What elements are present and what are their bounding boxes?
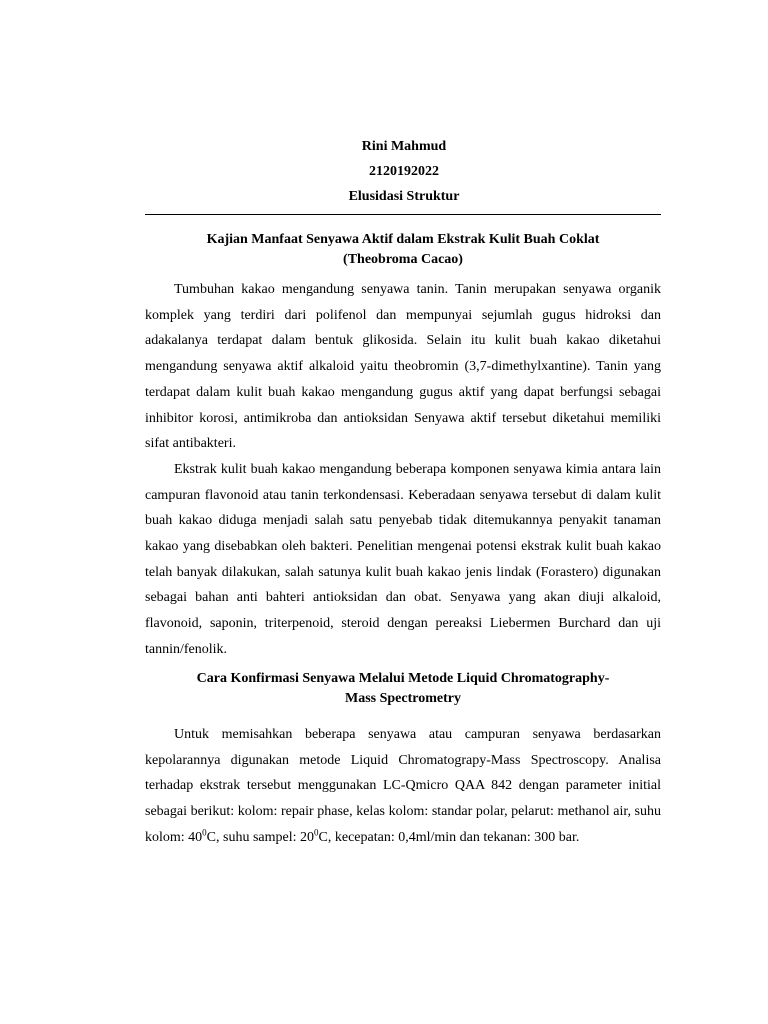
section-2-paragraph-1-part-1: Untuk memisahkan beberapa senyawa atau campuran senyawa berdasarkan kepolarannya digunakan metode Liquid Chromatograpy-Mass Spectroscopy. Analisa terhadap ekstrak tersebut menggunakan LC-Qmicro QAA 842 dengan parameter initial sebagai berikut: kolom: repair phase, kelas kolom: standar polar, pelarut: methanol air, suhu kolom: 40 (145, 727, 661, 845)
section-2-body (145, 722, 661, 851)
section-1-title-line-2: (Theobroma Cacao) (343, 252, 463, 267)
student-id: 2120192022 (369, 164, 439, 179)
author-name: Rini Mahmud (361, 139, 447, 154)
section-1-title (145, 230, 661, 270)
superscript-degree-2: 0 (314, 827, 319, 838)
section-2-paragraph-1-part-2: C, suhu sampel: 20 (206, 829, 315, 845)
section-2-paragraph-1-part-3: C, kecepatan: 0,4ml/min dan tekanan: 300 bar. (318, 829, 580, 845)
section-1-paragraph-2: Ekstrak kulit buah kakao mengandung beberapa komponen senyawa kimia antara lain campuran flavonoid atau tanin terkondensasi. Keberadaan senyawa tersebut di dalam kulit buah kakao diduga menjadi salah satu penyebab tidak ditemukannya penyakit tanaman kakao yang disebabkan oleh bakteri. Penelitian mengenai potensi ekstrak kulit buah kakao telah banyak dilakukan, salah satunya kulit buah kakao jenis lindak (Forastero) digunakan sebagai bahan anti bahteri antioksidan dan obat. Senyawa yang akan diuji alkaloid, flavonoid, saponin, triterpenoid, steroid dengan pereaksi Liebermen Burchard dan uji tannin/fenolik. (145, 461, 661, 657)
header-divider (145, 214, 661, 215)
section-2-title-line-2: Mass Spectrometry (345, 691, 461, 706)
section-2-title-line-1: Cara Konfirmasi Senyawa Melalui Metode Liquid Chromatography- (196, 671, 610, 686)
section-1-paragraph-1: Tumbuhan kakao mengandung senyawa tanin. Tanin merupakan senyawa organik komplek yang terdiri dari polifenol dan mempunyai sejumlah gugus hidroksi dan adakalanya terdapat dalam bentuk glikosida. Selain itu kulit buah kakao diketahui mengandung senyawa aktif alkaloid yaitu theobromin (3,7-dimethylxantine). Tanin yang terdapat dalam kulit buah kakao mengandung gugus aktif yang dapat berfungsi sebagai inhibitor korosi, antimikroba dan antioksidan Senyawa aktif tersebut diketahui memiliki sifat antibakteri. (145, 282, 661, 452)
section-1-title-line-1: Kajian Manfaat Senyawa Aktif dalam Ekstrak Kulit Buah Coklat (206, 232, 600, 247)
document-header (0, 138, 768, 213)
section-2-paragraph-1 (145, 722, 661, 851)
course-name: Elusidasi Struktur (348, 189, 460, 204)
section-2-title (145, 669, 661, 709)
superscript-degree-1: 0 (202, 827, 207, 838)
section-1-body (145, 277, 661, 663)
